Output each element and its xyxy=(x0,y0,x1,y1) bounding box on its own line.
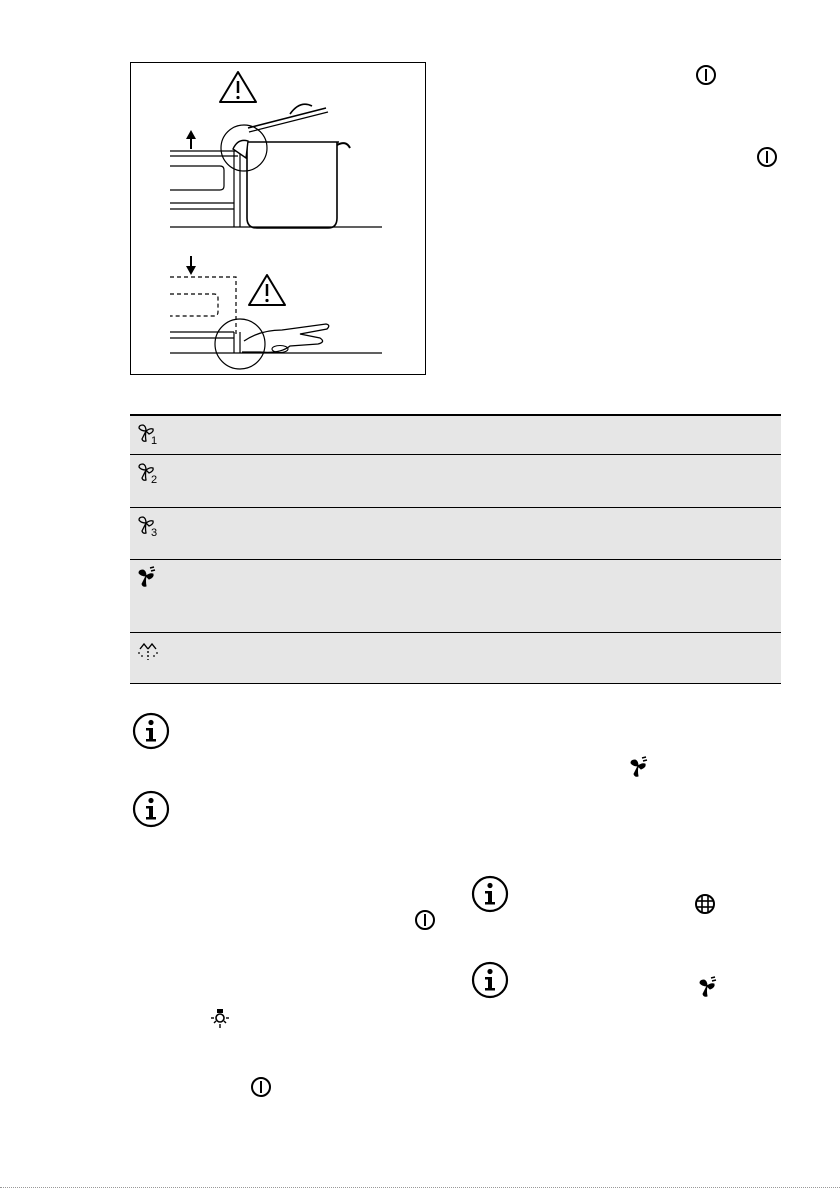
hob-lid-illustration xyxy=(130,62,426,375)
table-row xyxy=(130,633,781,684)
power-icon xyxy=(694,63,718,87)
fan-boost-icon xyxy=(136,566,160,590)
power-icon xyxy=(413,908,437,932)
power-icon xyxy=(755,145,779,169)
light-icon xyxy=(208,1006,232,1030)
table-row xyxy=(130,455,781,508)
grid-filter-icon xyxy=(693,892,717,916)
fan-boost-icon xyxy=(628,756,652,780)
fan-speed-1-icon xyxy=(136,422,160,446)
info-icon xyxy=(131,711,171,751)
svg-text:1: 1 xyxy=(151,435,158,446)
info-icon xyxy=(470,960,510,1000)
fan-speed-table xyxy=(130,414,781,685)
steam-sensor-icon xyxy=(136,639,160,663)
fan-speed-2-icon xyxy=(136,461,160,485)
illustration-drawing xyxy=(130,62,426,375)
svg-text:2: 2 xyxy=(151,474,158,485)
table-row xyxy=(130,416,781,455)
info-icon xyxy=(470,874,510,914)
power-icon xyxy=(249,1075,273,1099)
fan-speed-3-icon xyxy=(136,514,160,538)
svg-text:3: 3 xyxy=(151,527,158,538)
table-row xyxy=(130,508,781,560)
table-row xyxy=(130,560,781,633)
info-icon xyxy=(131,789,171,829)
page-edge-rule xyxy=(0,1187,840,1188)
fan-boost-icon xyxy=(697,976,721,1000)
